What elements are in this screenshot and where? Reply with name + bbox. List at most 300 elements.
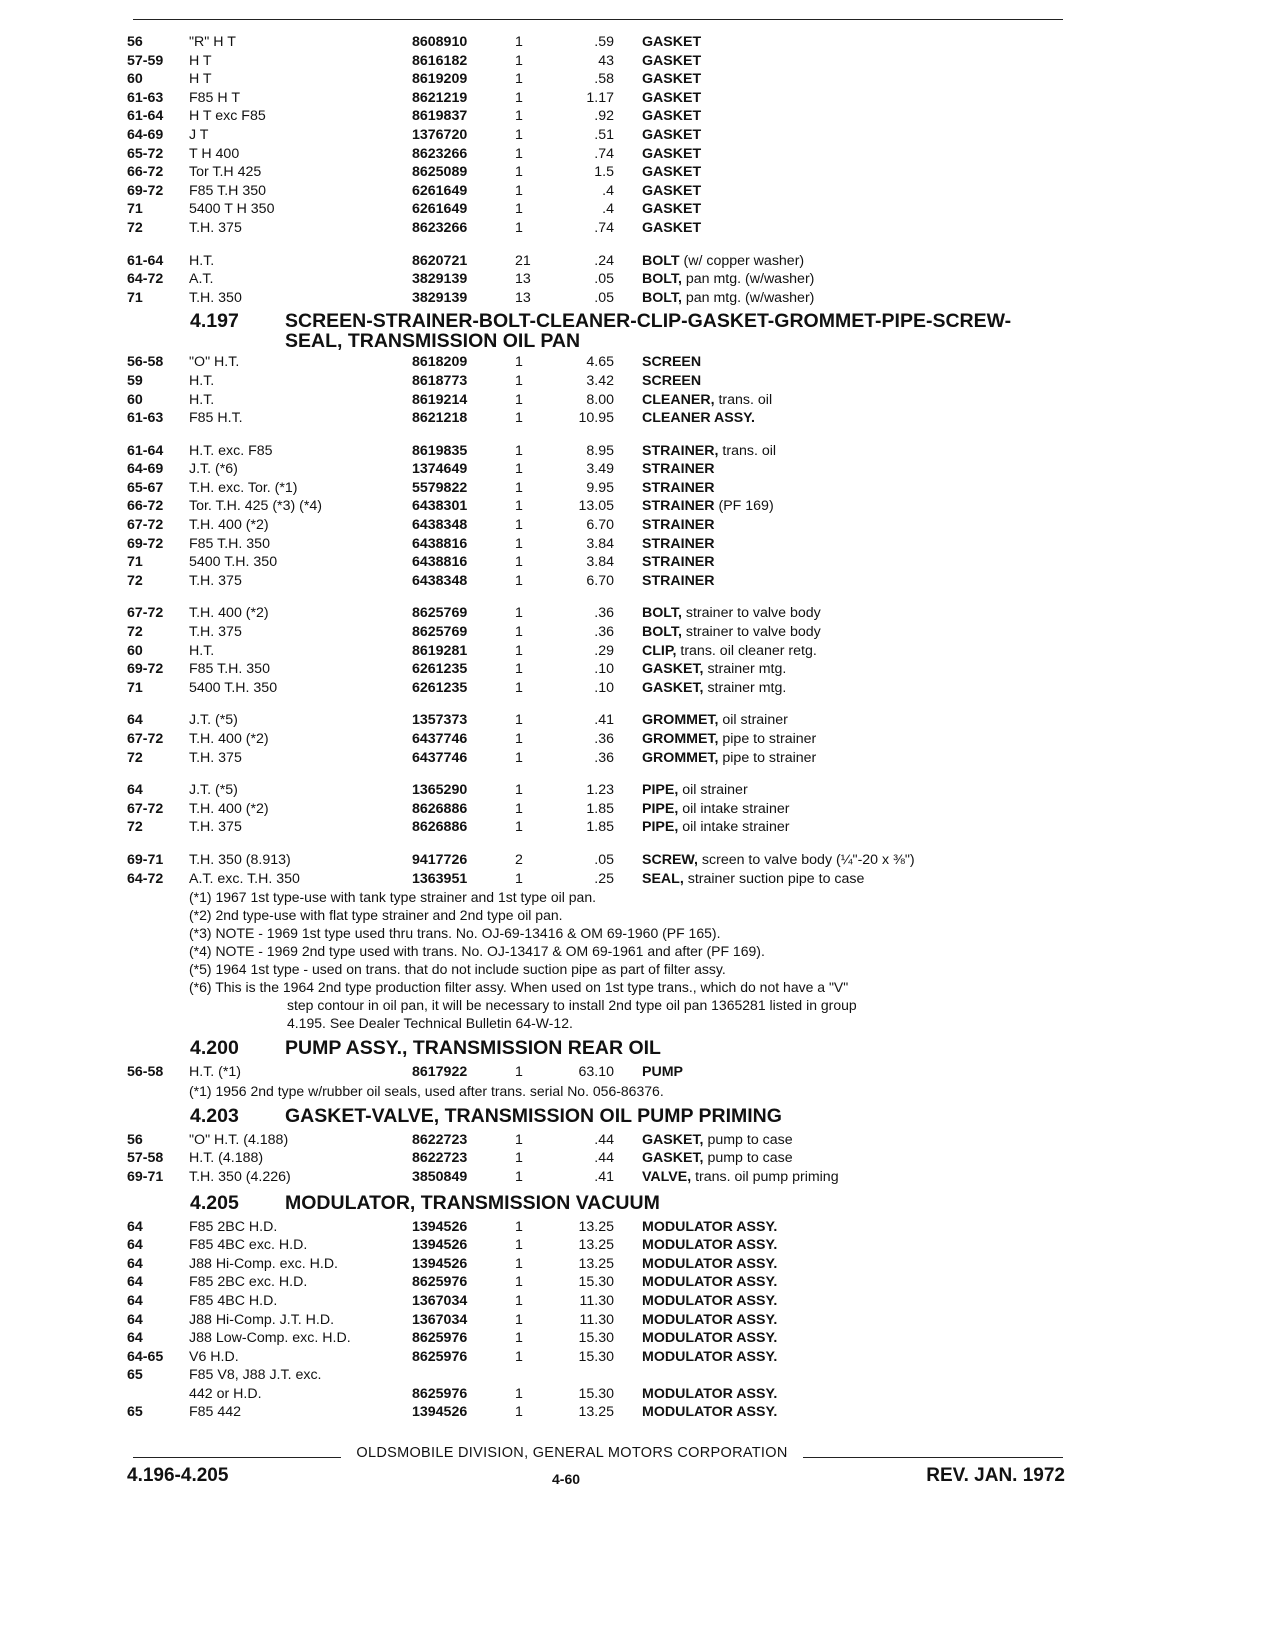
part-row bbox=[127, 372, 1072, 391]
quantity: 1 bbox=[515, 108, 523, 125]
part-number: 3850849 bbox=[412, 1168, 468, 1185]
description: CLIP, trans. oil cleaner retg. bbox=[642, 642, 817, 659]
application: J.T. (*6) bbox=[189, 461, 238, 478]
description: PIPE, oil intake strainer bbox=[642, 819, 790, 836]
model-years: 64-69 bbox=[127, 126, 164, 143]
application: T.H. 375 bbox=[189, 219, 242, 236]
part-name: BOLT, bbox=[642, 624, 682, 641]
part-number: 8622723 bbox=[412, 1150, 468, 1167]
quantity: 1 bbox=[515, 126, 523, 143]
part-row bbox=[127, 851, 1072, 870]
part-name: BOLT, bbox=[642, 605, 682, 622]
application: T.H. 375 bbox=[189, 572, 242, 589]
description: GASKET, pump to case bbox=[642, 1150, 793, 1167]
part-name: STRAINER bbox=[642, 479, 715, 496]
part-name: VALVE, bbox=[642, 1168, 692, 1185]
description bbox=[642, 1236, 1067, 1255]
model-years: 71 bbox=[127, 679, 143, 696]
model-years: 64 bbox=[127, 1237, 143, 1254]
price: .10 bbox=[594, 661, 614, 678]
price: 10.95 bbox=[578, 410, 614, 427]
footer-page-number: 4-60 bbox=[552, 1471, 581, 1487]
description: BOLT, strainer to valve body bbox=[642, 605, 821, 622]
part-name: MODULATOR ASSY. bbox=[642, 1218, 778, 1235]
part-number: 1394526 bbox=[412, 1237, 468, 1254]
section-number: 4.205 bbox=[190, 1191, 239, 1214]
application: F85 442 bbox=[189, 1404, 242, 1421]
description bbox=[642, 353, 1067, 372]
price: 13.25 bbox=[578, 1237, 614, 1254]
part-number: 8618209 bbox=[412, 354, 468, 371]
part-row bbox=[127, 200, 1072, 219]
price: .10 bbox=[594, 679, 614, 696]
section-header-4205 bbox=[127, 1193, 1072, 1218]
part-number: 8622723 bbox=[412, 1131, 468, 1148]
group-spacer bbox=[127, 238, 1072, 252]
model-years: 72 bbox=[127, 624, 143, 641]
quantity: 1 bbox=[515, 1131, 523, 1148]
description: PIPE, oil strainer bbox=[642, 782, 748, 799]
part-name: STRAINER bbox=[642, 554, 715, 571]
model-years: 69-71 bbox=[127, 851, 164, 868]
part-name: STRAINER bbox=[642, 498, 715, 515]
application: 5400 T.H. 350 bbox=[189, 679, 278, 696]
price: 13.25 bbox=[578, 1255, 614, 1272]
quantity: 1 bbox=[515, 535, 523, 552]
part-row bbox=[127, 553, 1072, 572]
application: H.T. (*1) bbox=[189, 1064, 242, 1081]
application: J88 Hi-Comp. exc. H.D. bbox=[189, 1255, 339, 1272]
model-years: 64-65 bbox=[127, 1348, 164, 1365]
part-number: 8619209 bbox=[412, 71, 468, 88]
price: .41 bbox=[594, 712, 614, 729]
price: .74 bbox=[594, 219, 614, 236]
part-row bbox=[127, 642, 1072, 661]
price: .24 bbox=[594, 252, 614, 269]
quantity: 1 bbox=[515, 1255, 523, 1272]
description: BOLT, pan mtg. (w/washer) bbox=[642, 271, 815, 288]
quantity: 1 bbox=[515, 1311, 523, 1328]
model-years: 61-64 bbox=[127, 442, 164, 459]
application: T.H. 400 (*2) bbox=[189, 605, 269, 622]
model-years: 67-72 bbox=[127, 517, 164, 534]
part-row bbox=[127, 52, 1072, 71]
description bbox=[642, 535, 1067, 554]
application: "R" H T bbox=[189, 34, 236, 50]
part-name: STRAINER bbox=[642, 517, 715, 534]
model-years: 64-72 bbox=[127, 870, 164, 887]
footer-revision: REV. JAN. 1972 bbox=[926, 1465, 1065, 1486]
price: 1.85 bbox=[586, 800, 614, 817]
part-number: 8626886 bbox=[412, 800, 468, 817]
model-years: 66-72 bbox=[127, 498, 164, 515]
application: H T bbox=[189, 52, 212, 69]
application: J.T. (*5) bbox=[189, 712, 238, 729]
part-number: 6437746 bbox=[412, 749, 468, 766]
part-name: CLEANER, bbox=[642, 391, 715, 408]
footer-rule-left bbox=[133, 1457, 341, 1458]
price: 3.42 bbox=[586, 372, 614, 389]
section-number: 4.203 bbox=[190, 1104, 239, 1127]
part-number: 6438301 bbox=[412, 498, 468, 515]
description bbox=[642, 1329, 1067, 1348]
part-name: PIPE, bbox=[642, 782, 679, 799]
price: 9.95 bbox=[586, 479, 614, 496]
part-number: 8617922 bbox=[412, 1064, 468, 1081]
part-number: 1363951 bbox=[412, 870, 468, 887]
part-number: 8623266 bbox=[412, 219, 468, 236]
section-4203-rows bbox=[127, 1131, 1072, 1187]
group-spacer bbox=[127, 590, 1072, 604]
model-years: 71 bbox=[127, 554, 143, 571]
model-years: 56 bbox=[127, 1131, 143, 1148]
description bbox=[642, 107, 1067, 126]
part-row bbox=[127, 353, 1072, 372]
price: 4.65 bbox=[586, 354, 614, 371]
part-row bbox=[127, 1403, 1072, 1422]
part-row bbox=[127, 289, 1072, 308]
part-name: GASKET bbox=[642, 71, 702, 88]
description: GASKET, strainer mtg. bbox=[642, 661, 787, 678]
part-number: 9417726 bbox=[412, 851, 468, 868]
model-years: 64 bbox=[127, 1311, 143, 1328]
quantity: 1 bbox=[515, 410, 523, 427]
part-name: PUMP bbox=[642, 1064, 683, 1081]
part-name: MODULATOR ASSY. bbox=[642, 1274, 778, 1291]
section-4197-notes bbox=[127, 888, 1072, 1032]
quantity: 1 bbox=[515, 182, 523, 199]
price: 11.30 bbox=[579, 1311, 614, 1328]
price: 1.17 bbox=[586, 89, 614, 106]
price: .58 bbox=[594, 71, 614, 88]
description bbox=[642, 479, 1067, 498]
price: .25 bbox=[594, 870, 614, 887]
description bbox=[642, 52, 1067, 71]
part-row bbox=[127, 1366, 1072, 1385]
application: Tor T.H 425 bbox=[189, 164, 262, 181]
price: .92 bbox=[594, 108, 614, 125]
part-row bbox=[127, 442, 1072, 461]
part-row bbox=[127, 182, 1072, 201]
description bbox=[642, 1292, 1067, 1311]
footnote: (*2) 2nd type-use with flat type strainer and 2nd type oil pan. bbox=[189, 907, 563, 924]
application: J.T. (*5) bbox=[189, 782, 238, 799]
quantity: 1 bbox=[515, 1348, 523, 1365]
model-years: 72 bbox=[127, 219, 143, 236]
part-number: 8625769 bbox=[412, 624, 468, 641]
quantity: 1 bbox=[515, 517, 523, 534]
part-row bbox=[127, 623, 1072, 642]
footnote: (*6) This is the 1964 2nd type production filter assy. When used on 1st type trans., which do not have a "V" bbox=[189, 979, 849, 996]
part-name: BOLT, bbox=[642, 271, 682, 288]
part-number: 6438816 bbox=[412, 554, 468, 571]
description bbox=[642, 1385, 1067, 1404]
part-row bbox=[127, 535, 1072, 554]
description: STRAINER, trans. oil bbox=[642, 442, 777, 459]
part-name: MODULATOR ASSY. bbox=[642, 1255, 778, 1272]
application: 442 or H.D. bbox=[189, 1385, 262, 1402]
part-name: MODULATOR ASSY. bbox=[642, 1348, 778, 1365]
quantity: 1 bbox=[515, 679, 523, 696]
description: GASKET, strainer mtg. bbox=[642, 679, 787, 696]
footer-division: OLDSMOBILE DIVISION, GENERAL MOTORS CORPORATION bbox=[356, 1445, 788, 1461]
description: BOLT (w/ copper washer) bbox=[642, 252, 805, 269]
part-name: GASKET bbox=[642, 108, 702, 125]
description: BOLT, strainer to valve body bbox=[642, 624, 821, 641]
part-row bbox=[127, 870, 1072, 889]
part-number: 8625769 bbox=[412, 605, 468, 622]
description bbox=[642, 1403, 1067, 1422]
application: T.H. 350 bbox=[189, 289, 242, 306]
price: .36 bbox=[594, 605, 614, 622]
model-years: 60 bbox=[127, 642, 143, 659]
model-years: 57-59 bbox=[127, 52, 164, 69]
description bbox=[642, 1273, 1067, 1292]
application: F85 2BC H.D. bbox=[189, 1218, 278, 1235]
model-years: 61-63 bbox=[127, 410, 164, 427]
quantity: 1 bbox=[515, 52, 523, 69]
description bbox=[642, 572, 1067, 591]
model-years: 59 bbox=[127, 372, 143, 389]
part-name: SCREEN bbox=[642, 354, 702, 371]
part-name: MODULATOR ASSY. bbox=[642, 1292, 778, 1309]
description: GASKET, pump to case bbox=[642, 1131, 793, 1148]
model-years: 61-64 bbox=[127, 252, 164, 269]
part-number: 8625976 bbox=[412, 1385, 468, 1402]
quantity: 1 bbox=[515, 731, 523, 747]
part-row bbox=[127, 33, 1072, 52]
application: T.H. 375 bbox=[189, 749, 242, 766]
price: .51 bbox=[594, 126, 614, 143]
top-rule bbox=[133, 19, 1063, 20]
part-number: 1394526 bbox=[412, 1218, 468, 1235]
price: .36 bbox=[594, 624, 614, 641]
quantity: 1 bbox=[515, 372, 523, 389]
quantity: 1 bbox=[515, 800, 523, 817]
price: .44 bbox=[594, 1131, 614, 1148]
part-name: PIPE, bbox=[642, 819, 679, 836]
price: 15.30 bbox=[578, 1274, 614, 1291]
application: T.H. 375 bbox=[189, 624, 242, 641]
description: GROMMET, oil strainer bbox=[642, 712, 788, 729]
quantity: 1 bbox=[515, 572, 523, 589]
section-4205-rows bbox=[127, 1218, 1072, 1423]
description: CLEANER, trans. oil bbox=[642, 391, 773, 408]
model-years: 65-67 bbox=[127, 479, 164, 496]
section-title: MODULATOR, TRANSMISSION VACUUM bbox=[285, 1191, 660, 1214]
quantity: 1 bbox=[515, 870, 523, 887]
price: .44 bbox=[594, 1150, 614, 1167]
part-number: 1376720 bbox=[412, 126, 468, 143]
quantity: 1 bbox=[515, 1150, 523, 1167]
quantity: 1 bbox=[515, 354, 523, 371]
model-years: 64 bbox=[127, 782, 143, 799]
model-years: 64 bbox=[127, 1218, 143, 1235]
part-name: CLEANER ASSY. bbox=[642, 410, 755, 427]
model-years: 69-72 bbox=[127, 535, 164, 552]
model-years: 56-58 bbox=[127, 1064, 164, 1081]
part-number: 6261649 bbox=[412, 182, 468, 199]
price: .05 bbox=[594, 851, 614, 868]
quantity: 1 bbox=[515, 461, 523, 478]
part-row bbox=[127, 145, 1072, 164]
quantity: 13 bbox=[515, 289, 531, 306]
description: SCREW, screen to valve body (¼"-20 x ⅜") bbox=[642, 851, 915, 868]
part-row bbox=[127, 730, 1072, 749]
description bbox=[642, 1255, 1067, 1274]
part-name: STRAINER bbox=[642, 535, 715, 552]
description bbox=[642, 126, 1067, 145]
part-row bbox=[127, 1131, 1072, 1150]
application: H T bbox=[189, 71, 212, 88]
part-row bbox=[127, 270, 1072, 289]
application: "O" H.T. (4.188) bbox=[189, 1131, 289, 1148]
part-row bbox=[127, 604, 1072, 623]
application: H.T. bbox=[189, 642, 215, 659]
part-name: GASKET bbox=[642, 219, 702, 236]
part-number: 8619281 bbox=[412, 642, 468, 659]
model-years: 64 bbox=[127, 1274, 143, 1291]
application: H.T. exc. F85 bbox=[189, 442, 273, 459]
application: F85 T.H 350 bbox=[189, 182, 267, 199]
price: 3.84 bbox=[586, 535, 614, 552]
model-years: 64 bbox=[127, 1330, 143, 1347]
part-name: STRAINER, bbox=[642, 442, 719, 459]
application: J88 Hi-Comp. J.T. H.D. bbox=[189, 1311, 335, 1328]
part-row bbox=[127, 1063, 1072, 1082]
application: F85 4BC exc. H.D. bbox=[189, 1237, 308, 1254]
part-name: STRAINER bbox=[642, 461, 715, 478]
price: .4 bbox=[602, 182, 614, 199]
quantity: 1 bbox=[515, 605, 523, 622]
model-years: 72 bbox=[127, 819, 143, 836]
part-row bbox=[127, 1273, 1072, 1292]
price: 6.70 bbox=[586, 572, 614, 589]
quantity: 1 bbox=[515, 145, 523, 162]
part-row bbox=[127, 1385, 1072, 1404]
part-name: GASKET, bbox=[642, 679, 704, 696]
price: .05 bbox=[594, 271, 614, 288]
part-number: 1367034 bbox=[412, 1292, 468, 1309]
footer-rule-right bbox=[803, 1457, 1063, 1458]
footnote: (*3) NOTE - 1969 1st type used thru trans. No. OJ-69-13416 & OM 69-1960 (PF 165). bbox=[189, 925, 721, 942]
part-number: 8625976 bbox=[412, 1348, 468, 1365]
model-years: 64-72 bbox=[127, 271, 164, 288]
part-name: STRAINER bbox=[642, 572, 715, 589]
part-name: BOLT, bbox=[642, 289, 682, 306]
application: J88 Low-Comp. exc. H.D. bbox=[189, 1330, 351, 1347]
price: 15.30 bbox=[578, 1330, 614, 1347]
group-spacer bbox=[127, 837, 1072, 851]
description bbox=[642, 163, 1067, 182]
price: .4 bbox=[602, 201, 614, 218]
section-header-4197 bbox=[127, 311, 1072, 353]
application: H.T. bbox=[189, 372, 215, 389]
application: Tor. T.H. 425 (*3) (*4) bbox=[189, 498, 322, 515]
part-row bbox=[127, 818, 1072, 837]
part-number: 1374649 bbox=[412, 461, 468, 478]
price: 15.30 bbox=[578, 1348, 614, 1365]
part-number: 6261235 bbox=[412, 661, 468, 678]
part-name: CLIP, bbox=[642, 642, 677, 659]
description bbox=[642, 89, 1067, 108]
application: T.H. 375 bbox=[189, 819, 242, 836]
application: F85 H.T. bbox=[189, 410, 243, 427]
description bbox=[642, 219, 1067, 238]
part-name: GROMMET, bbox=[642, 712, 719, 729]
quantity: 1 bbox=[515, 89, 523, 106]
group-spacer bbox=[127, 428, 1072, 442]
quantity: 21 bbox=[515, 252, 531, 269]
description bbox=[642, 200, 1067, 219]
model-years: 69-72 bbox=[127, 182, 164, 199]
part-row bbox=[127, 1311, 1072, 1330]
application: T.H. 350 (4.226) bbox=[189, 1168, 291, 1185]
quantity: 1 bbox=[515, 219, 523, 236]
description bbox=[642, 1311, 1067, 1330]
part-number: 6438348 bbox=[412, 517, 468, 534]
model-years: 71 bbox=[127, 201, 143, 218]
part-number: 3829139 bbox=[412, 271, 468, 288]
price: .05 bbox=[594, 289, 614, 306]
application: V6 H.D. bbox=[189, 1348, 239, 1365]
price: .59 bbox=[594, 34, 614, 50]
quantity: 1 bbox=[515, 642, 523, 659]
application: 5400 T H 350 bbox=[189, 201, 275, 218]
price: 3.49 bbox=[586, 461, 614, 478]
quantity: 1 bbox=[515, 661, 523, 678]
quantity: 1 bbox=[515, 1292, 523, 1309]
application: H.T. bbox=[189, 391, 215, 408]
quantity: 1 bbox=[515, 391, 523, 408]
description: PIPE, oil intake strainer bbox=[642, 800, 790, 817]
price: .29 bbox=[594, 642, 614, 659]
description bbox=[642, 1063, 1067, 1082]
quantity: 1 bbox=[515, 712, 523, 729]
part-row bbox=[127, 252, 1072, 271]
part-name: MODULATOR ASSY. bbox=[642, 1385, 778, 1402]
part-number: 1394526 bbox=[412, 1404, 468, 1421]
model-years: 71 bbox=[127, 289, 143, 306]
price: 3.84 bbox=[586, 554, 614, 571]
model-years: 72 bbox=[127, 572, 143, 589]
model-years: 64 bbox=[127, 712, 143, 729]
part-row bbox=[127, 516, 1072, 535]
part-name: MODULATOR ASSY. bbox=[642, 1237, 778, 1254]
footnote: (*4) NOTE - 1969 2nd type used with trans. No. OJ-13417 & OM 69-1961 and after (PF 169). bbox=[189, 943, 765, 960]
description bbox=[642, 553, 1067, 572]
part-name: GASKET, bbox=[642, 1131, 704, 1148]
application: H.T. (4.188) bbox=[189, 1150, 264, 1167]
price: 8.95 bbox=[586, 442, 614, 459]
part-name: PIPE, bbox=[642, 800, 679, 817]
group-spacer bbox=[127, 767, 1072, 781]
quantity: 1 bbox=[515, 34, 523, 50]
quantity: 1 bbox=[515, 1237, 523, 1254]
application: T H 400 bbox=[189, 145, 240, 162]
part-row bbox=[127, 1255, 1072, 1274]
part-row bbox=[127, 219, 1072, 238]
section-number: 4.200 bbox=[190, 1037, 239, 1060]
application: "O" H.T. bbox=[189, 354, 240, 371]
quantity: 1 bbox=[515, 479, 523, 496]
part-name: MODULATOR ASSY. bbox=[642, 1404, 778, 1421]
price: 1.5 bbox=[594, 164, 614, 181]
model-years: 72 bbox=[127, 749, 143, 766]
part-row bbox=[127, 163, 1072, 182]
part-row bbox=[127, 1292, 1072, 1311]
part-name: SCREW, bbox=[642, 851, 698, 868]
